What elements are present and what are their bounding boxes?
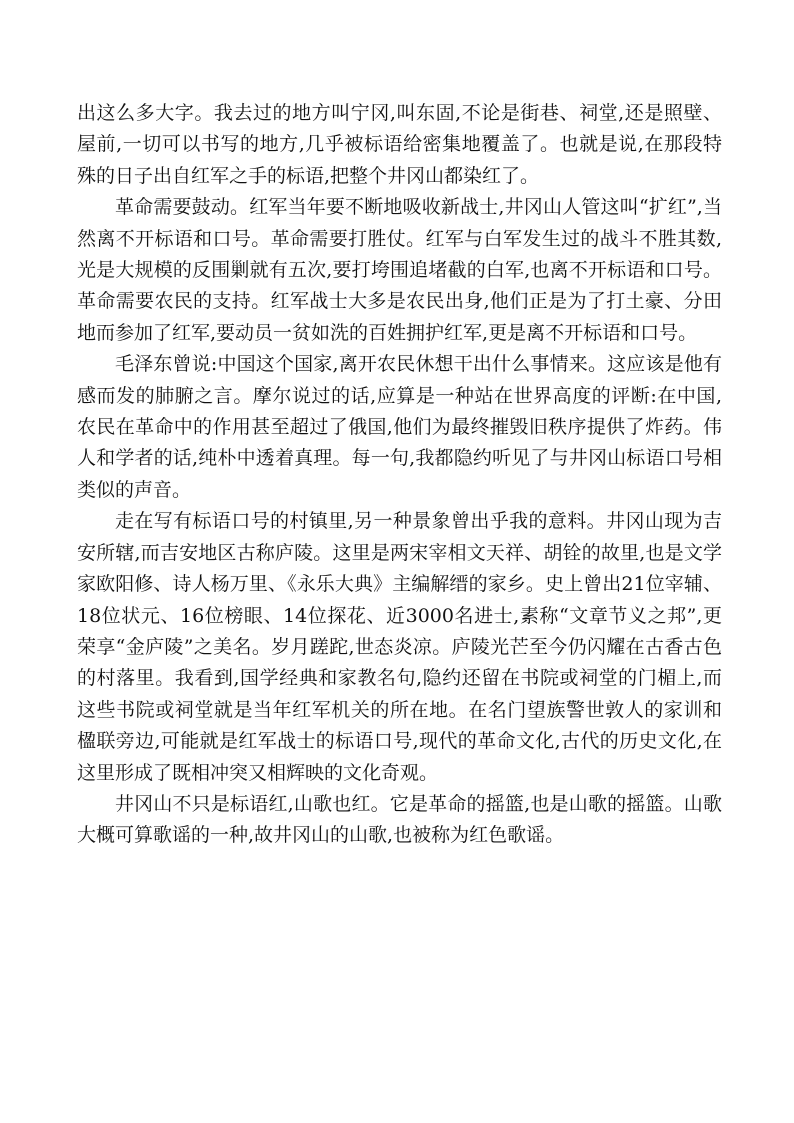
paragraph-3: 毛泽东曾说:中国这个国家,离开农民休想干出什么事情来。这应该是他有感而发的肺腑之言。摩尔说过的话,应算是一种站在世界高度的评断:在中国,农民在革命中的作用甚至超过了俄国,他们为最终摧毁旧秩序提供了炸药。伟人和学者的话,纯朴中透着真理。每一句,我都隐约听见了与井冈山标语口号相类似的声音。 (77, 353, 722, 501)
paragraph-2: 革命需要鼓动。红军当年要不断地吸收新战士,井冈山人管这叫“扩红”,当然离不开标语和口号。革命需要打胜仗。红军与白军发生过的战斗不胜其数,光是大规模的反围剿就有五次,要打垮围追堵截的白军,也离不开标语和口号。革命需要农民的支持。红军战士大多是农民出身,他们正是为了打土豪、分田地而参加了红军,要动员一贫如洗的百姓拥护红军,更是离不开标语和口号。 (77, 196, 722, 344)
body-text (77, 98, 722, 852)
paragraph-1: 出这么多大字。我去过的地方叫宁冈,叫东固,不论是街巷、祠堂,还是照壁、屋前,一切可以书写的地方,几乎被标语给密集地覆盖了。也就是说,在那段特殊的日子出自红军之手的标语,把整个井冈山都染红了。 (77, 102, 722, 187)
paragraph-4: 走在写有标语口号的村镇里,另一种景象曾出乎我的意料。井冈山现为吉安所辖,而吉安地区古称庐陵。这里是两宋宰相文天祥、胡铨的故里,也是文学家欧阳修、诗人杨万里、《永乐大典》主编解缙的家乡。史上曾出21位宰辅、18位状元、16位榜眼、14位探花、近3000名进士,素称“文章节义之邦”,更荣享“金庐陵”之美名。岁月蹉跎,世态炎凉。庐陵光芒至今仍闪耀在古香古色的村落里。我看到,国学经典和家教名句,隐约还留在书院或祠堂的门楣上,而这些书院或祠堂就是当年红军机关的所在地。在名门望族警世敦人的家训和楹联旁边,可能就是红军战士的标语口号,现代的革命文化,古代的历史文化,在这里形成了既相冲突又相辉映的文化奇观。 (77, 510, 722, 784)
paragraph-5: 井冈山不只是标语红,山歌也红。它是革命的摇篮,也是山歌的摇篮。山歌大概可算歌谣的一种,故井冈山的山歌,也被称为红色歌谣。 (77, 792, 722, 847)
